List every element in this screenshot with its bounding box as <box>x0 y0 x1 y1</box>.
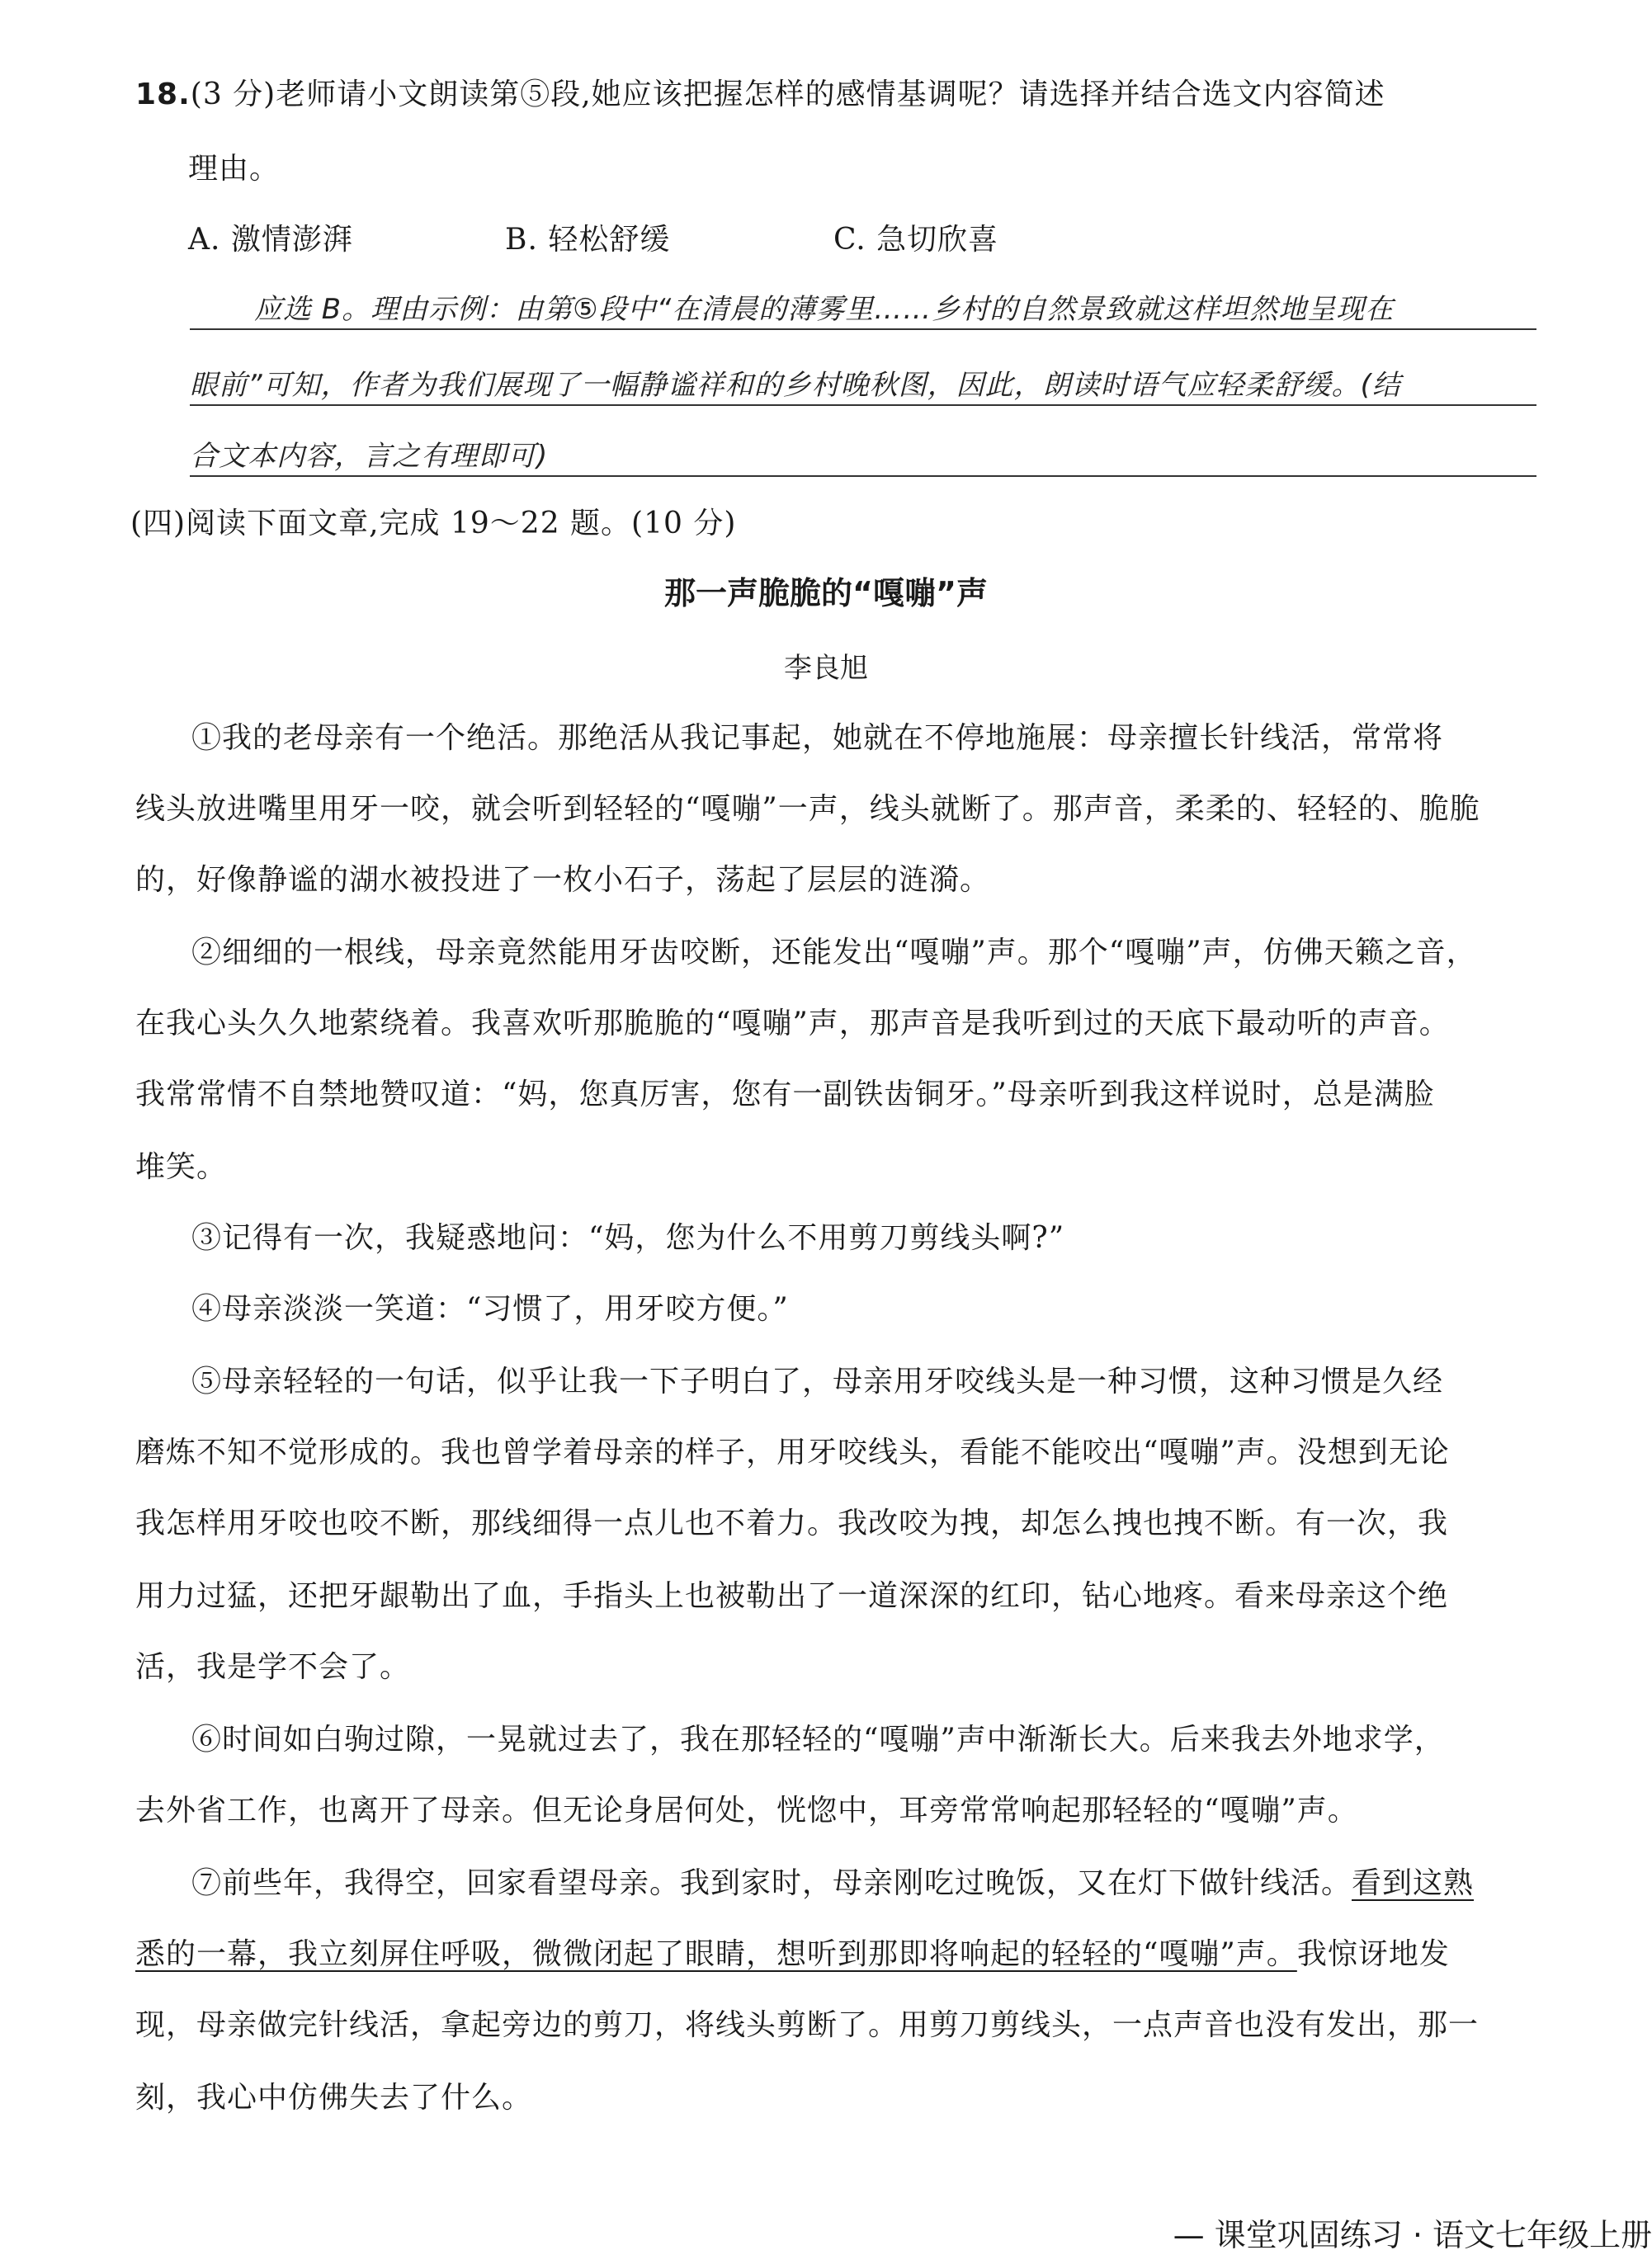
passage-line <box>191 1865 1474 1903</box>
answer-line: 合文本内容，言之有理即可) <box>190 437 1536 477</box>
option-a: A. 激情澎湃 <box>188 223 353 257</box>
para7-plain-text: 我惊讶地发 <box>1296 1937 1450 1971</box>
article-title: 那一声脆脆的“嘎嘣”声 <box>664 575 988 611</box>
passage-line: ②细细的一根线，母亲竟然能用牙齿咬断，还能发出“嘎嘣”声。那个“嘎嘣”声，仿佛天籁之音， <box>191 936 1477 969</box>
section-instruction: (四)阅读下面文章,完成 19～22 题。(10 分) <box>130 507 737 540</box>
passage-line: 现，母亲做完针线活，拿起旁边的剪刀，将线头剪断了。用剪刀剪线头，一点声音也没有发出，那一 <box>135 2008 1480 2042</box>
question-18-line-1 <box>135 76 1385 114</box>
page-footer: — 课堂巩固练习 · 语文七年级上册 <box>1173 2217 1652 2253</box>
option-c: C. 急切欣喜 <box>833 223 999 257</box>
passage-line: 的，好像静谧的湖水被投进了一枚小石子，荡起了层层的涟漪。 <box>135 863 991 897</box>
option-b: B. 轻松舒缓 <box>505 223 671 257</box>
passage-line: 磨炼不知不觉形成的。我也曾学着母亲的样子，用牙咬线头，看能不能咬出“嘎嘣”声。没想到无论 <box>135 1436 1450 1469</box>
answer-line: 应选 B。理由示例：由第⑤段中“在清晨的薄雾里……乡村的自然景致就这样坦然地呈现在 <box>190 290 1536 330</box>
passage-line: 用力过猛，还把牙龈勒出了血，手指头上也被勒出了一道深深的红印，钻心地疼。看来母亲这个绝 <box>135 1579 1449 1613</box>
passage-line: ④母亲淡淡一笑道：“习惯了，用牙咬方便。” <box>191 1292 789 1326</box>
passage-line: 线头放进嘴里用牙一咬，就会听到轻轻的“嘎嘣”一声，线头就断了。那声音，柔柔的、轻轻的、脆脆 <box>135 792 1480 826</box>
para7-underlined-text: 看到这熟 <box>1352 1866 1475 1900</box>
passage-line: ①我的老母亲有一个绝活。那绝活从我记事起，她就在不停地施展：母亲擅长针线活，常常将 <box>191 721 1444 755</box>
article-author: 李良旭 <box>784 652 868 685</box>
question-18-line-2: 理由。 <box>188 152 281 186</box>
answer-line: 眼前”可知，作者为我们展现了一幅静谧祥和的乡村晚秋图，因此，朗读时语气应轻柔舒缓。(结 <box>190 366 1536 406</box>
question-18-text: (3 分)老师请小文朗读第⑤段,她应该把握怎样的感情基调呢？请选择并结合选文内容简述 <box>190 78 1385 111</box>
passage-line: 我怎样用牙咬也咬不断，那线细得一点儿也不着力。我改咬为拽，却怎么拽也拽不断。有一次，我 <box>135 1507 1449 1540</box>
question-number: 18. <box>135 78 191 111</box>
passage-line: ⑥时间如白驹过隙，一晃就过去了，我在那轻轻的“嘎嘣”声中渐渐长大。后来我去外地求学， <box>191 1723 1445 1757</box>
passage-line: 去外省工作，也离开了母亲。但无论身居何处，恍惚中，耳旁常常响起那轻轻的“嘎嘣”声。 <box>135 1794 1358 1828</box>
para7-plain-text: ⑦前些年，我得空，回家看望母亲。我到家时，母亲刚吃过晚饭，又在灯下做针线活。 <box>191 1866 1352 1900</box>
passage-line: 活，我是学不会了。 <box>135 1650 411 1684</box>
passage-line: 我常常情不自禁地赞叹道：“妈，您真厉害，您有一副铁齿铜牙。”母亲听到我这样说时，总是满脸 <box>135 1078 1435 1111</box>
passage-line: 刻，我心中仿佛失去了什么。 <box>135 2081 533 2115</box>
passage-line: 在我心头久久地萦绕着。我喜欢听那脆脆的“嘎嘣”声，那声音是我听到过的天底下最动听的声音。 <box>135 1007 1450 1040</box>
passage-line: ⑤母亲轻轻的一句话，似乎让我一下子明白了，母亲用牙咬线头是一种习惯，这种习惯是久经 <box>191 1365 1444 1398</box>
passage-line <box>135 1936 1450 1974</box>
passage-line: ③记得有一次，我疑惑地问：“妈，您为什么不用剪刀剪线头啊?” <box>191 1221 1065 1255</box>
passage-line: 堆笑。 <box>135 1150 228 1184</box>
para7-underlined-text: 悉的一幕，我立刻屏住呼吸，微微闭起了眼睛，想听到那即将响起的轻轻的“嘎嘣”声。 <box>135 1937 1297 1971</box>
